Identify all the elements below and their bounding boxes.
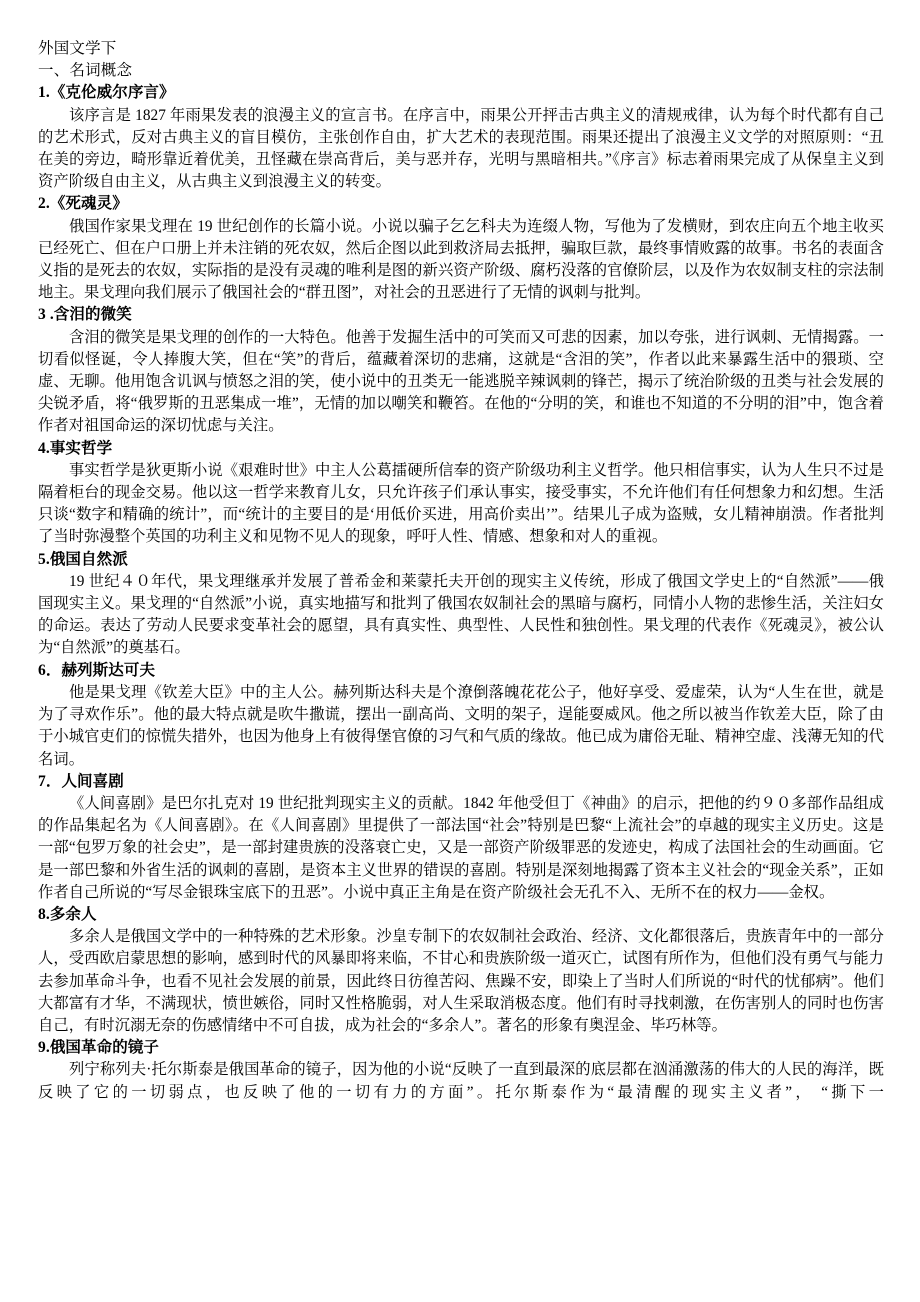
entry-body-2: 俄国作家果戈理在 19 世纪创作的长篇小说。小说以骗子乞乞科夫为连缀人物，写他为了发横财，到农庄向五个地主收买已经死亡、但在户口册上并未注销的死农奴，然后企图以此到救济局去抵押，骗取巨款，最终事情败露的故事。书名的表面含义指的是死去的农奴，实际指的是没有灵魂的唯利是图的新兴资产阶级、腐朽没落的官僚阶层，以及作为农奴制支柱的宗法制地主。果戈理向我们展示了俄国社会的“群丑图”，对社会的丑恶进行了无情的讽刺与批判。 <box>38 217 884 302</box>
entry-body-3: 含泪的微笑是果戈理的创作的一大特色。他善于发掘生活中的可笑而又可悲的因素，加以夸张，进行讽刺、无情揭露。一切看似怪诞，令人捧腹大笑，但在“笑”的背后，蕴藏着深切的悲痛，这就是“含泪的笑”，作者以此来暴露生活中的猥琐、空虚、无聊。他用饱含讥讽与愤怒之泪的笑，使小说中的丑类无一能逃脱辛辣讽刺的锋芒，揭示了统治阶级的丑类与社会发展的尖锐矛盾，将“俄罗斯的丑恶集成一堆”，无情的加以嘲笑和鞭笞。在他的“分明的笑，和谁也不知道的不分明的泪”中，饱含着作者对祖国命运的深切忧虑与关注。 <box>38 328 884 435</box>
section-heading: 一、名词概念 <box>38 62 133 80</box>
entry-body-7: 《人间喜剧》是巴尔扎克对 19 世纪批判现实主义的贡献。1842 年他受但丁《神曲》的启示，把他的约９０多部作品组成的作品集起名为《人间喜剧》。在《人间喜剧》里提供了一部法国“社会”特别是巴黎“上流社会”的卓越的现实主义历史。这是一部“包罗万象的社会史”，是一部封建贵族的没落衰亡史，又是一部资产阶级罪恶的发迹史，构成了法国社会的生动画面。它是一部巴黎和外省生活的讽刺的喜剧，是资本主义世界的错误的喜剧。特别是深刻地揭露了资本主义社会的“现金关系”，正如作者自己所说的“写尽金银珠宝底下的丑恶”。小说中真正主角是在资产阶级社会无孔不入、无所不在的权力——金权。 <box>38 794 884 901</box>
entry-heading-4: 4.事实哲学 <box>38 439 113 457</box>
entry-body-8: 多余人是俄国文学中的一种特殊的艺术形象。沙皇专制下的农奴制社会政治、经济、文化都很落后，贵族青年中的一部分人，受西欧启蒙思想的影响，感到时代的风暴即将来临，不甘心和贵族阶级一道灭亡，试图有所作为，但他们没有勇气与能力去参加革命斗争，也看不见社会发展的前景，因此终日彷徨苦闷、焦躁不安，即染上了当时人们所说的“时代的忧郁病”。他们大都富有才华，不满现状，愤世嫉俗，同时又性格脆弱，对人生采取消极态度。他们有时寻找刺激，在伤害别人的同时也伤害自己，有时沉溺无奈的伤感情绪中不可自拔，成为社会的“多余人”。著名的形象有奥涅金、毕巧林等。 <box>38 928 884 1034</box>
entry-body-1: 该序言是 1827 年雨果发表的浪漫主义的宣言书。在序言中，雨果公开抨击古典主义的清规戒律，认为每个时代都有自己的艺术形式，反对古典主义的盲目模仿，主张创作自由，扩大艺术的表现范围。雨果还提出了浪漫主义文学的对照原则：“丑在美的旁边，畸形靠近着优美，丑怪藏在崇高背后，美与恶并存，光明与黑暗相共。”《序言》标志着雨果完成了从保皇主义到资产阶级自由主义，从古典主义到浪漫主义的转变。 <box>38 106 884 191</box>
document-title: 外国文学下 <box>38 40 117 57</box>
entry-heading-1: 1.《克伦威尔序言》 <box>38 84 175 102</box>
entry-heading-9: 9.俄国革命的镜子 <box>38 1039 160 1057</box>
entry-body-4: 事实哲学是狄更斯小说《艰难时世》中主人公葛擂硬所信奉的资产阶级功利主义哲学。他只相信事实，认为人生只不过是隔着柜台的现金交易。他以这一哲学来教育儿女，只允许孩子们承认事实，接受事实，不允许他们有任何想象力和幻想。生活只谈“数字和精确的统计”，而“统计的主要目的是‘用低价买进，用高价卖出’”。结果儿子成为盗贼，女儿精神崩溃。作者批判了当时弥漫整个英国的功利主义和见物不见人的现象，呼吁人性、情感、想象和对人的重视。 <box>38 461 884 546</box>
document-body <box>38 38 884 1104</box>
entry-body-9: 列宁称列夫·托尔斯泰是俄国革命的镜子，因为他的小说“反映了一直到最深的底层都在汹涌激荡的伟大的人民的海洋，既反映了它的一切弱点，也反映了他的一切有力的方面”。托尔斯泰作为“最清醒的现实主义者”， “撕下一 <box>38 1061 884 1101</box>
entry-heading-2: 2.《死魂灵》 <box>38 195 128 213</box>
entry-heading-3: 3 .含泪的微笑 <box>38 306 132 324</box>
entry-body-6: 他是果戈理《钦差大臣》中的主人公。赫列斯达科夫是个潦倒落魄花花公子，他好享受、爱虚荣，认为“人生在世，就是为了寻欢作乐”。他的最大特点就是吹牛撒谎，摆出一副高尚、文明的架子，逞能耍威风。他之所以被当作钦差大臣，除了由于小城官吏们的惊慌失措外，也因为他身上有彼得堡官僚的习气和气质的缘故。他已成为庸俗无耻、精神空虚、浅薄无知的代名词。 <box>38 683 884 768</box>
entry-heading-5: 5.俄国自然派 <box>38 550 128 568</box>
entry-heading-7: 7．人间喜剧 <box>38 772 124 790</box>
entry-heading-8: 8.多余人 <box>38 905 97 923</box>
entry-heading-6: 6．赫列斯达可夫 <box>38 661 156 679</box>
entry-body-5: 19 世纪４０年代，果戈理继承并发展了普希金和莱蒙托夫开创的现实主义传统，形成了俄国文学史上的“自然派”——俄国现实主义。果戈理的“自然派”小说，真实地描写和批判了俄国农奴制社会的黑暗与腐朽，同情小人物的悲惨生活，关注妇女的命运。表达了劳动人民要求变革社会的愿望，具有真实性、典型性、人民性和独创性。果戈理的代表作《死魂灵》，被公认为“自然派”的奠基石。 <box>38 572 884 657</box>
